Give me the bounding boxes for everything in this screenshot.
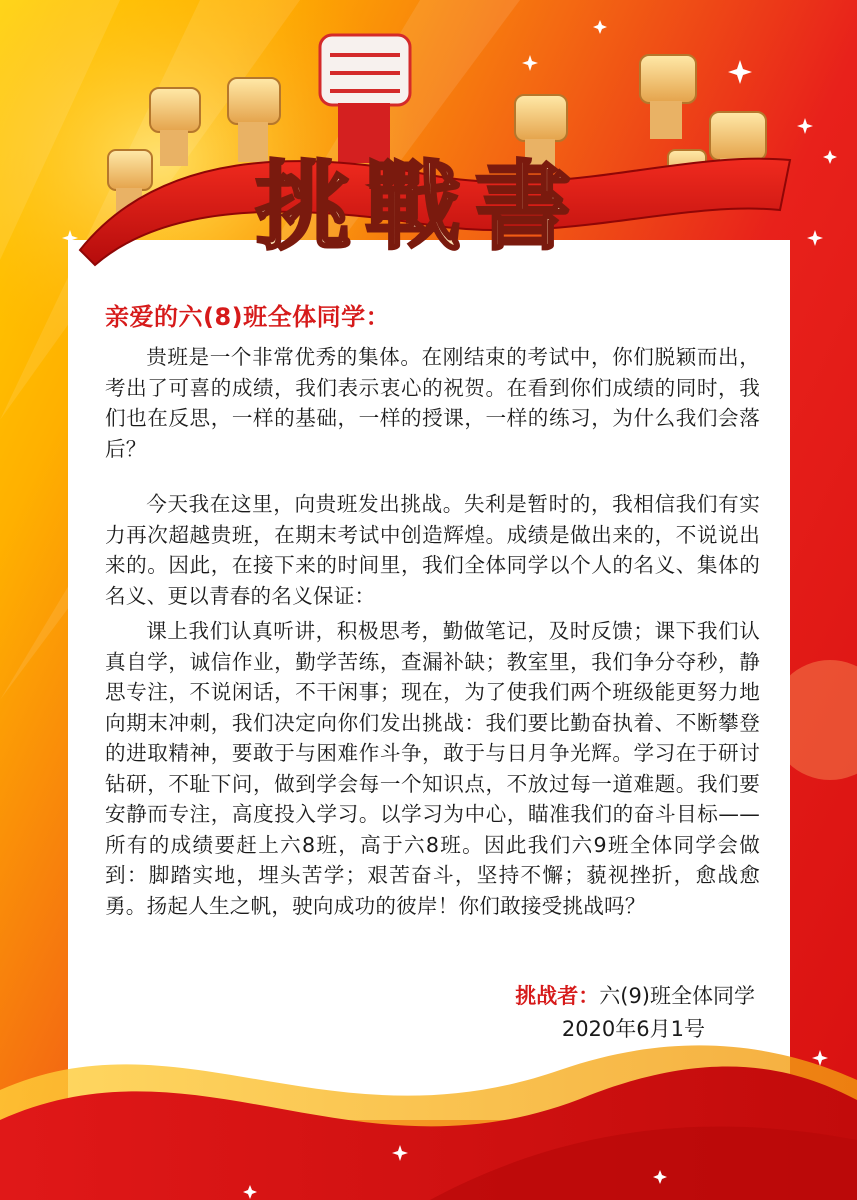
date: 2020年6月1号 bbox=[561, 1017, 705, 1041]
signature-label: 挑战者： bbox=[515, 984, 600, 1008]
salutation: 亲爱的六(8)班全体同学： bbox=[105, 303, 391, 331]
signature-name: 六(9)班全体同学 bbox=[599, 984, 755, 1008]
poster-title: 挑戰書 bbox=[255, 150, 585, 263]
paragraph-1: 贵班是一个非常优秀的集体。在刚结束的考试中，你们脱颖而出，考出了可喜的成绩，我们表示衷心的祝贺。在看到你们成绩的同时，我们也在反思，一样的基础，一样的授课，一样的练习，为什么我们会落后？ bbox=[105, 345, 760, 461]
paragraph-3: 课上我们认真听讲，积极思考，勤做笔记，及时反馈；课下我们认真自学，诚信作业，勤学苦练，查漏补缺；教室里，我们争分夺秒，静思专注，不说闲话，不干闲事；现在，为了使我们两个班级能更努力地向期末冲刺，我们决定向你们发出挑战：我们要比勤奋执着、不断攀登的进取精神，要敢于与困难作斗争，敢于与日月争光辉。学习在于研讨钻研，不耻下问，做到学会每一个知识点，不放过每一道难题。我们要安静而专注，高度投入学习。以学习为中心，瞄准我们的奋斗目标——所有的成绩要赶上六8班，高于六8班。因此我们六9班全体同学会做到：脚踏实地，埋头苦学；艰苦奋斗，坚持不懈；藐视挫折，愈战愈勇。扬起人生之帆，驶向成功的彼岸！你们敢接受挑战吗？ bbox=[105, 619, 760, 918]
title-banner bbox=[0, 0, 857, 300]
signature-line bbox=[515, 980, 755, 1010]
paragraph-2: 今天我在这里，向贵班发出挑战。失利是暂时的，我相信我们有实力再次超越贵班，在期末考试中创造辉煌。成绩是做出来的，不说说出来的。因此，在接下来的时间里，我们全体同学以个人的名义、集体的名义、更以青春的名义保证： bbox=[105, 492, 760, 608]
